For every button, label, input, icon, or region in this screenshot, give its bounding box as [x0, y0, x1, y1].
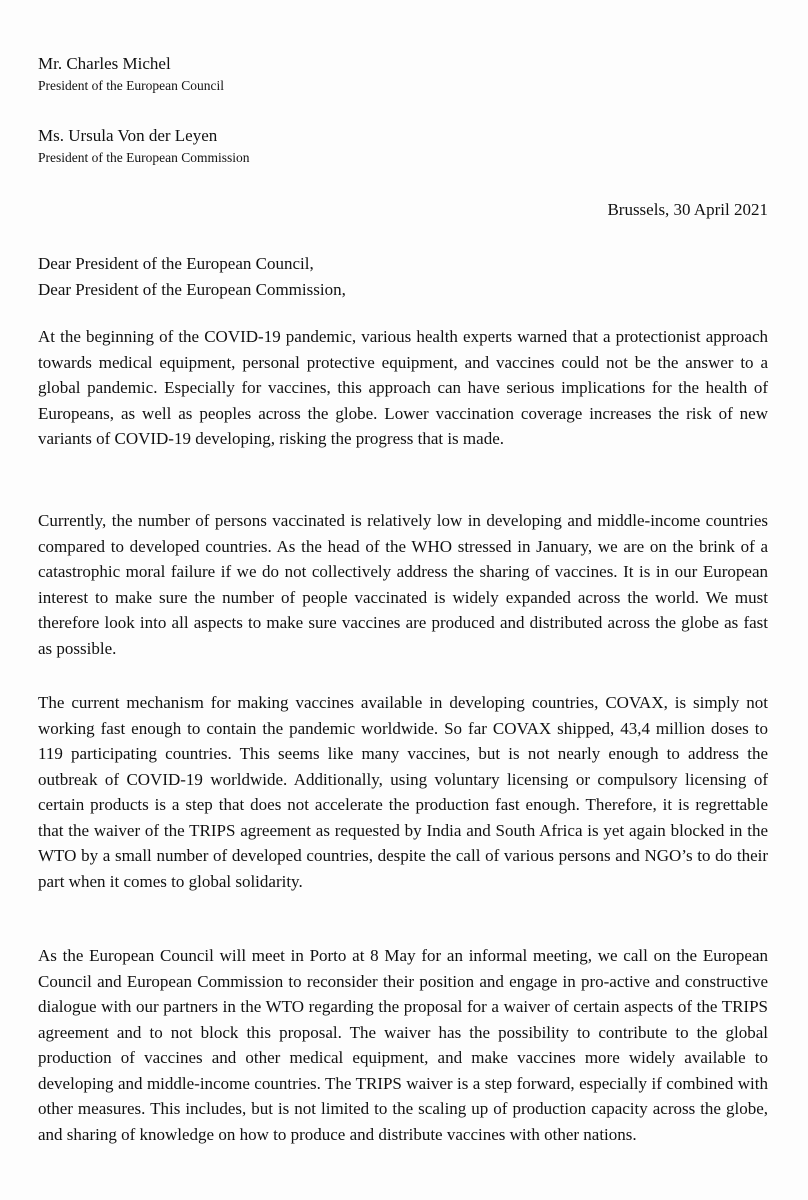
addressee-role-1: President of the European Council [38, 78, 224, 93]
salutation [38, 251, 346, 303]
addressee-name-2: Ms. Ursula Von der Leyen [38, 126, 218, 145]
addressee-name-1: Mr. Charles Michel [38, 54, 171, 73]
letter-date: Brussels, 30 April 2021 [607, 200, 768, 219]
paragraph-3: The current mechanism for making vaccines available in developing countries, COVAX, is simply not working fast enough to contain the pandemic worldwide. So far COVAX shipped, 43,4 million doses to 119 participating countries. This seems like many vaccines, but is not nearly enough to address the outbreak of COVID-19 worldwide. Additionally, using voluntary licensing or compulsory licensing of certain products is a step that does not accelerate the production fast enough. Therefore, it is regrettable that the waiver of the TRIPS agreement as requested by India and South Africa is yet again blocked in the WTO by a small number of developed countries, despite the call of various persons and NGO’s to do their part when it comes to global solidarity. [38, 693, 768, 891]
paragraph-2: Currently, the number of persons vaccinated is relatively low in developing and middle-income countries compared to developed countries. As the head of the WHO stressed in January, we are on the brink of a catastrophic moral failure if we do not collectively address the sharing of vaccines. It is in our European interest to make sure the number of people vaccinated is widely expanded across the world. We must therefore look into all aspects to make sure vaccines are produced and distributed across the globe as fast as possible. [38, 511, 768, 658]
salutation-line-1: Dear President of the European Council, [38, 254, 314, 273]
paragraph-1: At the beginning of the COVID-19 pandemic, various health experts warned that a protectionist approach towards medical equipment, personal protective equipment, and vaccines could not be the answer to a global pandemic. Especially for vaccines, this approach can have serious implications for the health of Europeans, as well as peoples across the globe. Lower vaccination coverage increases the risk of new variants of COVID-19 developing, risking the progress that is made. [38, 327, 768, 448]
salutation-line-2: Dear President of the European Commission, [38, 280, 346, 299]
addressee-role-2: President of the European Commission [38, 150, 250, 165]
paragraph-4: As the European Council will meet in Porto at 8 May for an informal meeting, we call on the European Council and European Commission to reconsider their position and engage in pro-active and constructive dialogue with our partners in the WTO regarding the proposal for a waiver of certain aspects of the TRIPS agreement and to not block this proposal. The waiver has the possibility to contribute to the global production of vaccines and other medical equipment, and make vaccines more widely available to developing and middle-income countries. The TRIPS waiver is a step forward, especially if combined with other measures. This includes, but is not limited to the scaling up of production capacity across the globe, and sharing of knowledge on how to produce and distribute vaccines with other nations. [38, 946, 768, 1144]
